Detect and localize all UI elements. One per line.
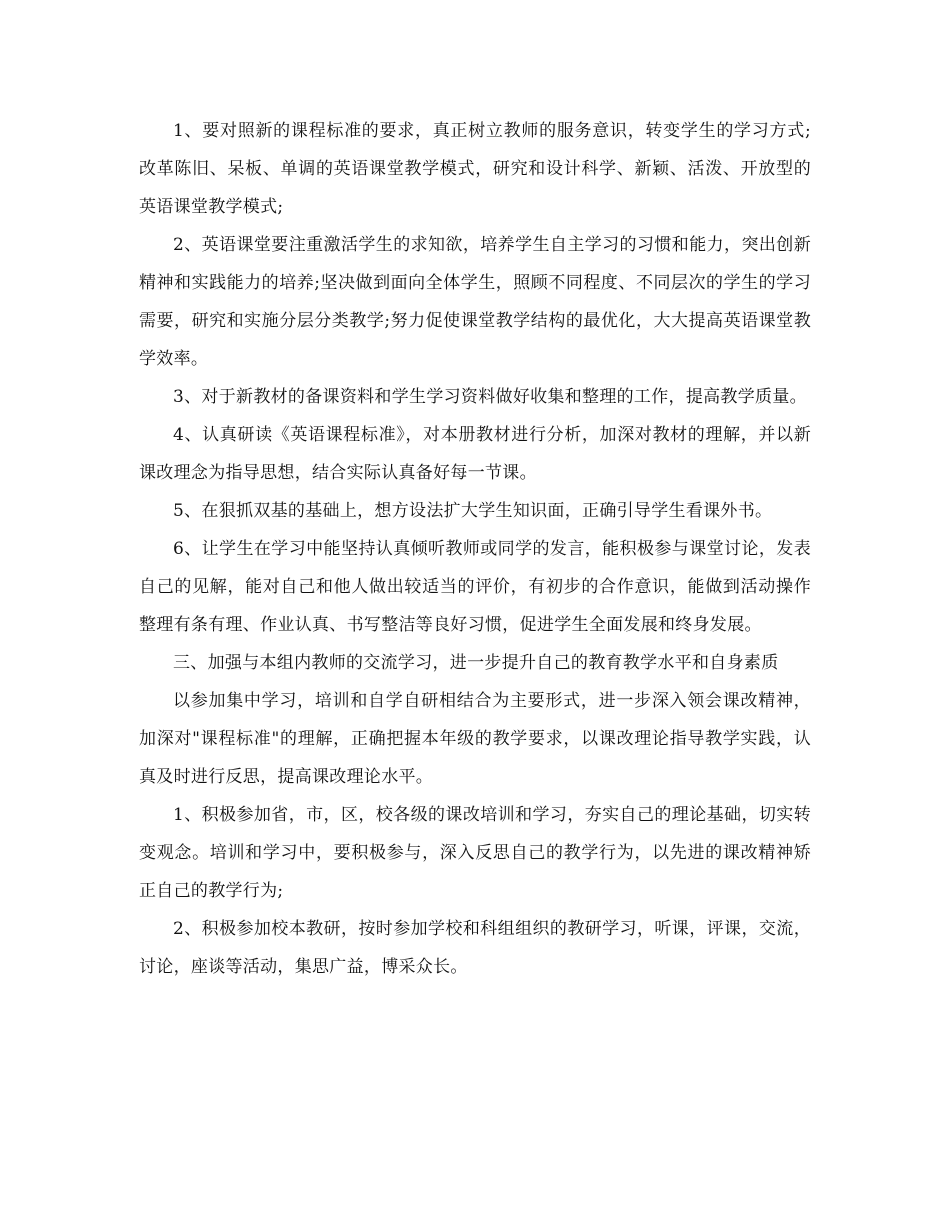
paragraph-item-4-curriculum: 4、认真研读《英语课程标准》，对本册教材进行分析，加深对教材的理解，并以新课改理念为指导思想，结合实际认真备好每一节课。	[139, 425, 811, 483]
paragraph-item-1-training: 1、积极参加省，市，区，校各级的课改培训和学习，夯实自己的理论基础，切实转变观念。培训和学习中，要积极参与，深入反思自己的教学行为，以先进的课改精神矫正自己的教学行为;	[139, 805, 811, 901]
document-body	[139, 112, 811, 986]
paragraph-item-1-goal-service: 1、要对照新的课程标准的要求，真正树立教师的服务意识，转变学生的学习方式;改革陈旧、呆板、单调的英语课堂教学模式，研究和设计科学、新颖、活泼、开放型的英语课堂教学模式;	[139, 121, 811, 217]
section-heading-3: 三、加强与本组内教师的交流学习，进一步提升自己的教育教学水平和自身素质	[173, 653, 779, 673]
paragraph-item-3-materials: 3、对于新教材的备课资料和学生学习资料做好收集和整理的工作，提高教学质量。	[173, 387, 807, 407]
paragraph-section-intro: 以参加集中学习，培训和自学自研相结合为主要形式，进一步深入领会课改精神，加深对"课程标准"的理解，正确把握本年级的教学要求，以课改理论指导教学实践，认真及时进行反思，提高课改理论水平。	[139, 691, 811, 787]
paragraph-item-2-research: 2、积极参加校本教研，按时参加学校和科组组织的教研学习，听课，评课，交流，讨论，座谈等活动，集思广益，博采众长。	[139, 919, 811, 977]
paragraph-item-5-basics: 5、在狠抓双基的基础上，想方设法扩大学生知识面，正确引导学生看课外书。	[173, 501, 773, 521]
paragraph-item-6-habits: 6、让学生在学习中能坚持认真倾听教师或同学的发言，能积极参与课堂讨论，发表自己的见解，能对自己和他人做出较适当的评价，有初步的合作意识，能做到活动操作整理有条有理、作业认真、书写整洁等良好习惯，促进学生全面发展和终身发展。	[139, 539, 811, 635]
paragraph-item-2-classroom: 2、英语课堂要注重激活学生的求知欲，培养学生自主学习的习惯和能力，突出创新精神和实践能力的培养;坚决做到面向全体学生，照顾不同程度、不同层次的学生的学习需要，研究和实施分层分类教学;努力促使课堂教学结构的最优化，大大提高英语课堂教学效率。	[139, 235, 811, 369]
